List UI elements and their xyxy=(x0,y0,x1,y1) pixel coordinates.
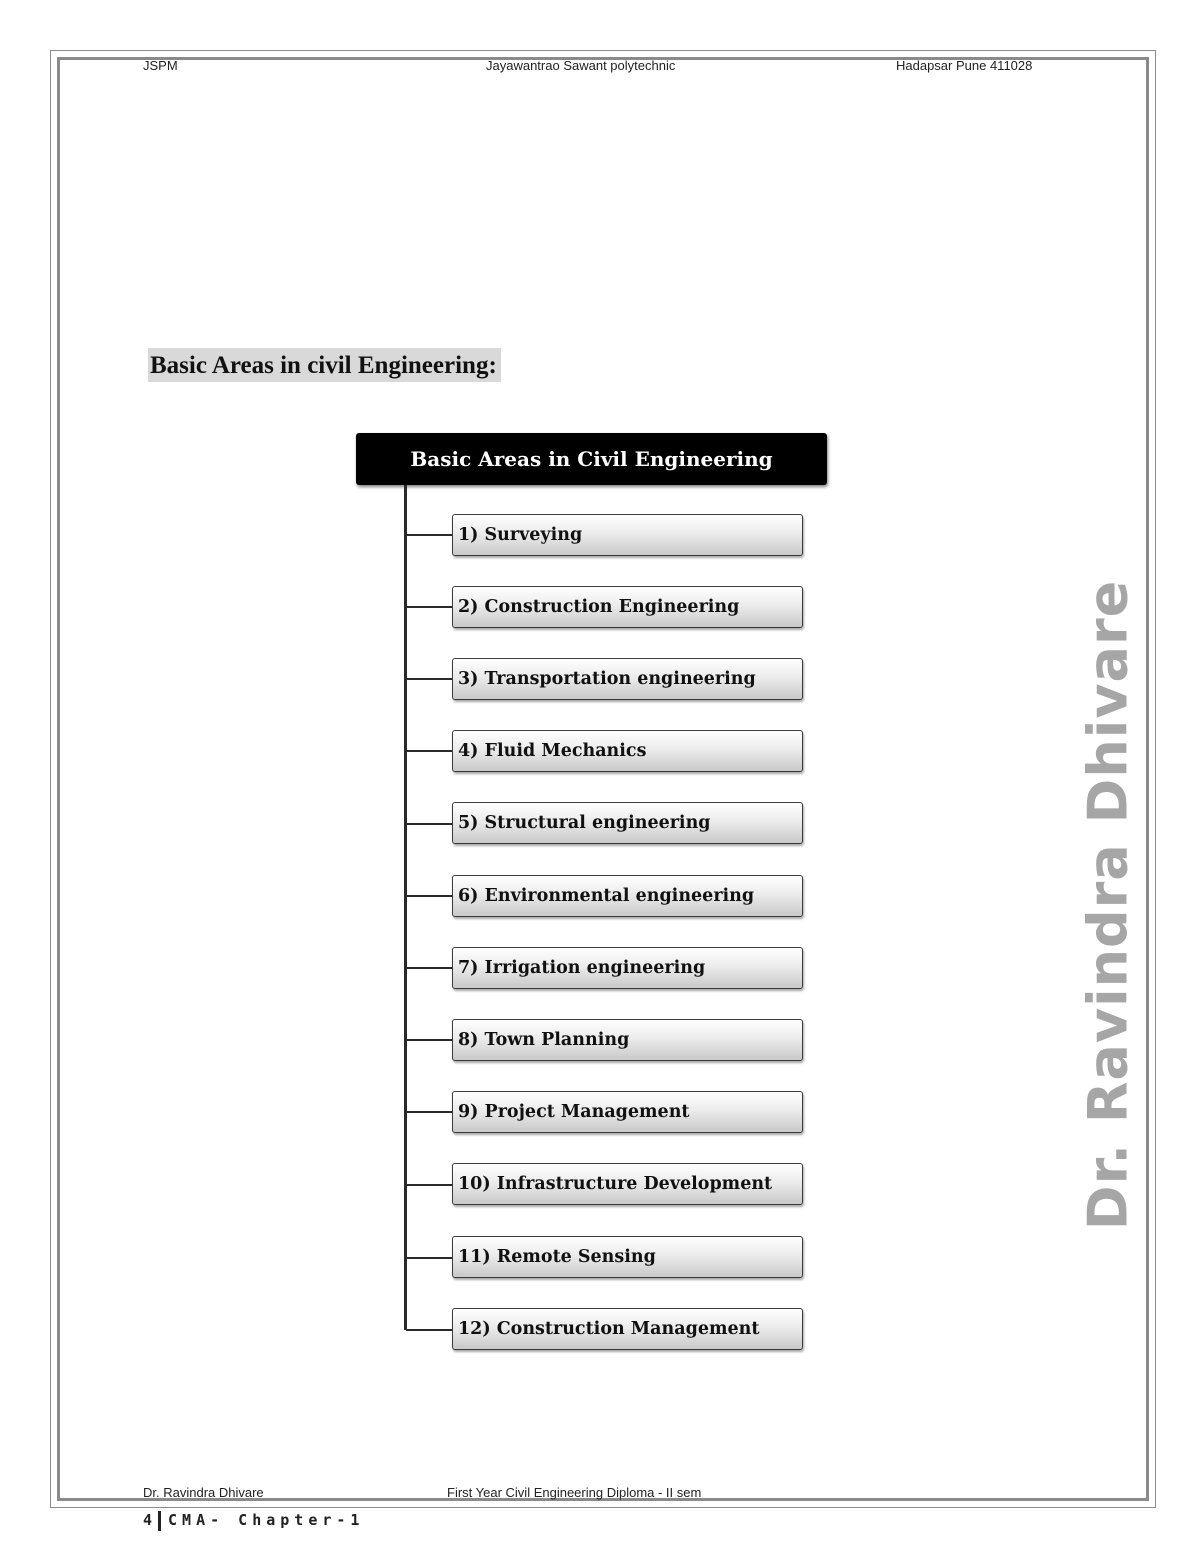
area-box-10: 10) Infrastructure Development xyxy=(452,1163,803,1205)
area-box-7: 7) Irrigation engineering xyxy=(452,947,803,989)
diagram-branch-line xyxy=(406,1039,453,1041)
diagram-branch-line xyxy=(406,1111,453,1113)
area-box-9: 9) Project Management xyxy=(452,1091,803,1133)
diagram-branch-line xyxy=(406,750,453,752)
diagram-title: Basic Areas in Civil Engineering xyxy=(356,433,827,485)
section-heading: Basic Areas in civil Engineering: xyxy=(148,348,501,382)
diagram-branch-line xyxy=(406,895,453,897)
page-number: 4 xyxy=(143,1511,153,1529)
diagram-branch-line xyxy=(406,1184,453,1186)
footer-author: Dr. Ravindra Dhivare xyxy=(143,1485,264,1500)
page-footer xyxy=(143,1509,364,1531)
area-box-4: 4) Fluid Mechanics xyxy=(452,730,803,772)
page-footer-separator xyxy=(158,1511,161,1531)
diagram-trunk-line xyxy=(404,485,407,1330)
area-box-8: 8) Town Planning xyxy=(452,1019,803,1061)
diagram-branch-line xyxy=(406,967,453,969)
area-box-3: 3) Transportation engineering xyxy=(452,658,803,700)
area-box-12: 12) Construction Management xyxy=(452,1308,803,1350)
diagram-branch-line xyxy=(406,606,453,608)
chapter-label: CMA- Chapter-1 xyxy=(168,1511,365,1529)
page-border-inner xyxy=(57,57,1149,1501)
diagram-branch-line xyxy=(406,678,453,680)
header-address: Hadapsar Pune 411028 xyxy=(896,58,1033,73)
diagram-branch-line xyxy=(406,1329,453,1331)
area-box-6: 6) Environmental engineering xyxy=(452,875,803,917)
watermark-text: Dr. Ravindra Dhivare xyxy=(1076,579,1140,1231)
area-box-5: 5) Structural engineering xyxy=(452,802,803,844)
diagram-branch-line xyxy=(406,823,453,825)
area-box-2: 2) Construction Engineering xyxy=(452,586,803,628)
diagram-branch-line xyxy=(406,1257,453,1259)
header-college-name: Jayawantrao Sawant polytechnic xyxy=(486,58,676,73)
header-institute: JSPM xyxy=(143,58,178,73)
area-box-11: 11) Remote Sensing xyxy=(452,1236,803,1278)
area-box-1: 1) Surveying xyxy=(452,514,803,556)
footer-course: First Year Civil Engineering Diploma - II sem xyxy=(447,1485,702,1500)
diagram-branch-line xyxy=(406,534,453,536)
